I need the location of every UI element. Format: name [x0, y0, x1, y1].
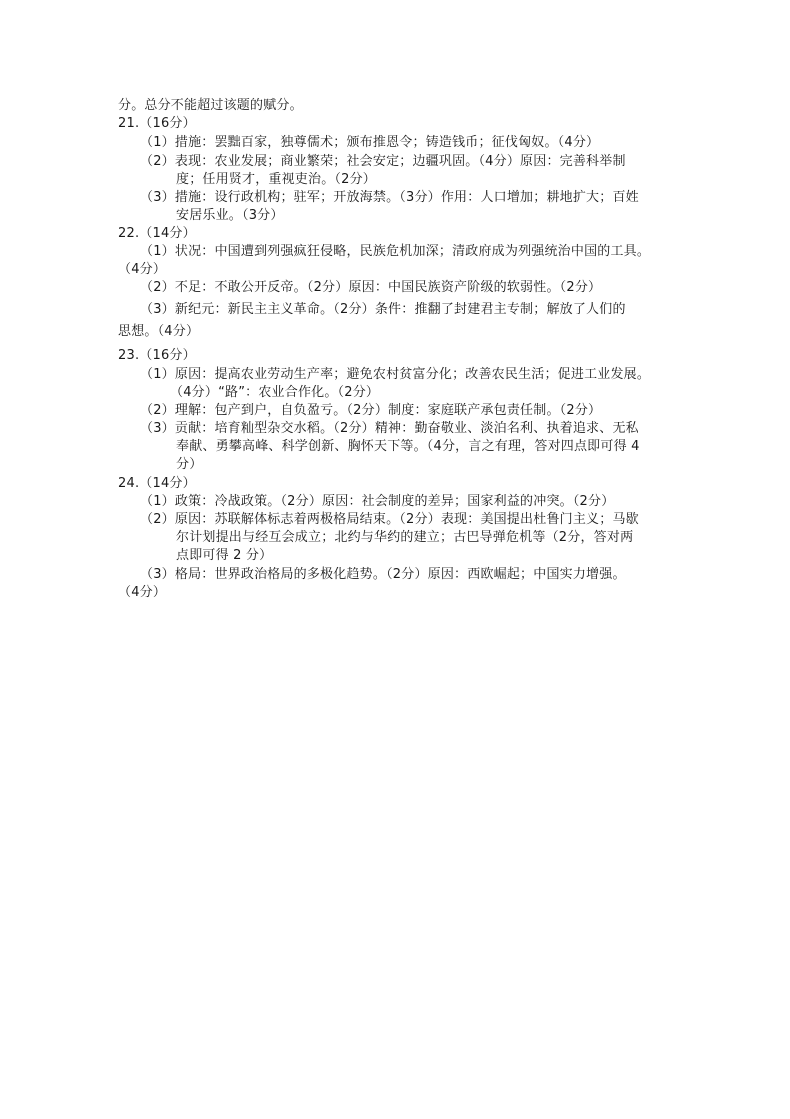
text-line: （3）格局：世界政治格局的多极化趋势。（2分）原因：西欧崛起；中国实力增强。	[140, 567, 626, 582]
text-line: （1）原因：提高农业劳动生产率；避免农村贫富分化；改善农民生活；促进工业发展。	[140, 367, 651, 382]
text-line: （4分）“路”：农业合作化。（2分）	[170, 385, 380, 400]
text-line: （3）新纪元：新民主主义革命。（2分）条件：推翻了封建君主专制；解放了人们的	[140, 302, 626, 317]
text-line: 度；任用贤才，重视吏治。（2分）	[176, 172, 376, 187]
text-line: （4分）	[118, 585, 167, 600]
text-line: （1）措施：罢黜百家，独尊儒术；颁布推恩令；铸造钱币；征伐匈奴。（4分）	[140, 135, 600, 150]
text-line: （2）不足：不敢公开反帝。（2分）原因：中国民族资产阶级的软弱性。（2分）	[140, 280, 602, 295]
text-line: （2）表现：农业发展；商业繁荣；社会安定；边疆巩固。（4分）原因：完善科举制	[140, 154, 626, 169]
question-heading: 21.（16分）	[118, 116, 196, 131]
text-line: （3）措施：设行政机构；驻军；开放海禁。（3分）作用：人口增加；耕地扩大；百姓	[140, 190, 639, 205]
question-heading: 24.（14分）	[118, 476, 196, 491]
text-line: 分。总分不能超过该题的赋分。	[118, 98, 303, 113]
text-line: 奉献、勇攀高峰、科学创新、胸怀天下等。（4分，言之有理，答对四点即可得 4	[176, 439, 640, 454]
text-line: 思想。（4分）	[118, 324, 200, 339]
text-line: （1）政策：冷战政策。（2分）原因：社会制度的差异；国家利益的冲突。（2分）	[140, 494, 615, 509]
text-line: （1）状况：中国遭到列强疯狂侵略，民族危机加深；清政府成为列强统治中国的工具。	[140, 244, 651, 259]
text-line: （2）理解：包产到户，自负盈亏。（2分）制度：家庭联产承包责任制。（2分）	[140, 403, 602, 418]
text-line: （3）贡献：培育籼型杂交水稻。（2分）精神：勤奋敬业、淡泊名利、执着追求、无私	[140, 421, 639, 436]
text-line: 分）	[176, 457, 203, 472]
text-line: 安居乐业。（3分）	[176, 208, 284, 223]
question-heading: 22.（14分）	[118, 226, 196, 241]
text-line: （4分）	[118, 262, 167, 277]
text-line: 点即可得 2 分）	[176, 548, 273, 563]
text-line: （2）原因：苏联解体标志着两极格局结束。（2分）表现：美国提出杜鲁门主义；马歇	[140, 512, 639, 527]
text-line: 尔计划提出与经互会成立；北约与华约的建立；古巴导弹危机等（2分，答对两	[176, 530, 634, 545]
question-heading: 23.（16分）	[118, 348, 196, 363]
